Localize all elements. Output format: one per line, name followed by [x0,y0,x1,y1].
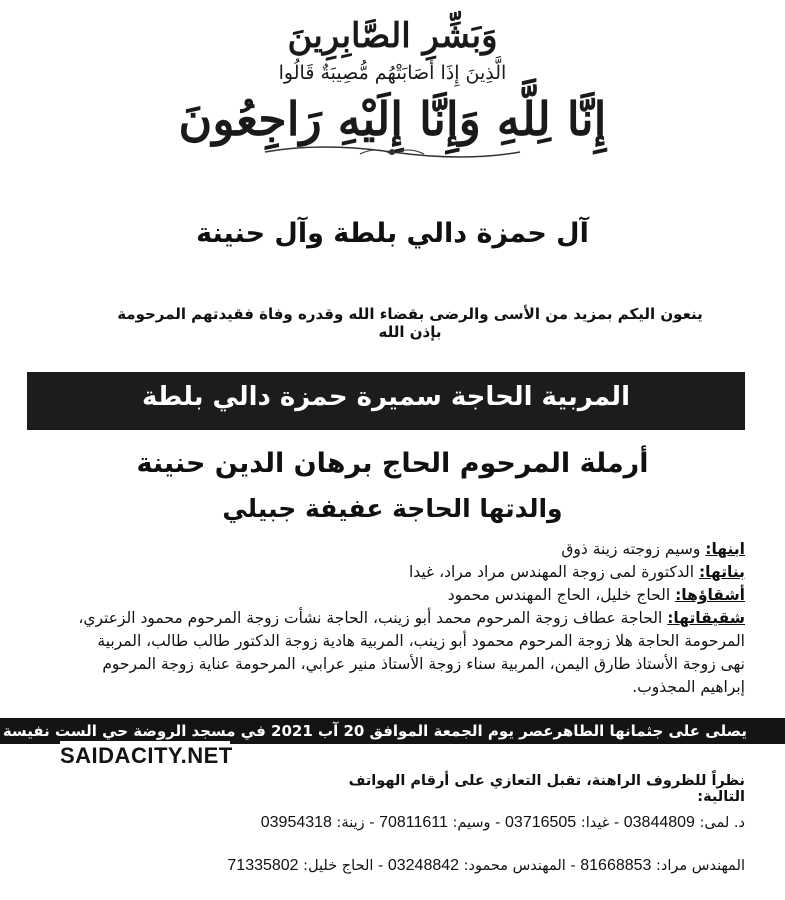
sisters-label: شقيقاتها: [667,609,745,627]
son-line [18,538,745,561]
sisters-line-4: إبراهيم المجذوب. [632,678,745,696]
sisters-line-3: نهى زوجة الأستاذ طارق اليمن، المربية سناء زوجة الأستاذ منير عرابي، المرحومة عناية زوجة المرحوم [102,655,745,673]
condolence-note: نظراً للظروف الراهنة، تقبل التعازي على أرقام الهواتف التالية: [348,773,745,805]
deceased-name: المربية الحاجة سميرة حمزة دالي بلطة [142,382,630,412]
murad-label: المهندس مراد: [651,858,745,874]
deceased-name-banner [27,372,745,430]
ghida-number: 03716505 [505,814,577,831]
zeina-number: 03954318 [260,814,332,831]
sisters-line-1 [18,607,745,630]
ornament-flourish-icon [260,142,525,162]
verse-line-2: الَّذِينَ إِذَا أَصَابَتْهُم مُّصِيبَةٌ قَالُوا [278,62,507,84]
khalil-number: 71335802 [227,857,299,874]
sisters-text-1: الحاجة عطاف زوجة المرحوم محمد أبو زينب، الحاجة نشأت زوجة المرحوم محمود الزعتري، [78,609,668,627]
mother-line: والدتها الحاجة عفيفة جبيلي [222,494,563,523]
murad-number: 81668853 [580,857,652,874]
mahmoud-label: - المهندس محمود: [459,858,581,874]
daughters-label: بناتها: [698,563,745,581]
verse-line-3: إِنَّا لِلَّهِ وَإِنَّا إِلَيْهِ رَاجِعُونَ [178,92,607,146]
intro-text: ينعون اليكم بمزيد من الأسى والرضى بقضاء الله وقدره وفاة فقيدتهم المرحومة بإذن الله [117,305,703,341]
phones-row-1 [230,814,745,832]
khalil-label: - الحاج خليل: [298,858,388,874]
widow-of-line: أرملة المرحوم الحاج برهان الدين حنينة [136,448,649,479]
son-label: ابنها: [705,540,745,558]
daughters-line [18,561,745,584]
wassim-number: 70811611 [379,814,448,831]
wassim-label: - وسيم: [447,815,506,831]
lama-number: 03844809 [623,814,695,831]
son-text: وسيم زوجته زينة ذوق [561,540,706,558]
zeina-label: - زينة: [331,815,380,831]
brothers-text: الحاج خليل، الحاج المهندس محمود [447,586,676,604]
daughters-text: الدكتورة لمى زوجة المهندس مراد مراد، غيدا [408,563,699,581]
site-watermark: SAIDACITY.NET [60,741,230,771]
phones-row-2 [227,857,745,875]
family-title: آل حمزة دالي بلطة وآل حنينة [196,218,589,249]
relatives-list [18,538,745,699]
lama-label: د. لمى: [694,815,745,831]
prayer-text: يصلى على جثمانها الطاهرعصر يوم الجمعة الموافق 20 آب 2021 في مسجد الروضة حي الست نفيسة [2,722,747,740]
brothers-label: أشقاؤها: [675,586,745,604]
brothers-line [18,584,745,607]
sisters-line-2: المرحومة الحاجة هلا زوجة المرحوم محمود أبو زينب، المربية هادية زوجة الدكتور طالب طالب، المربية [97,632,745,650]
verse-line-1: وَبَشِّرِ الصَّابِرِينَ [287,16,498,56]
mahmoud-number: 03248842 [387,857,460,874]
ghida-label: - غيدا: [576,815,624,831]
